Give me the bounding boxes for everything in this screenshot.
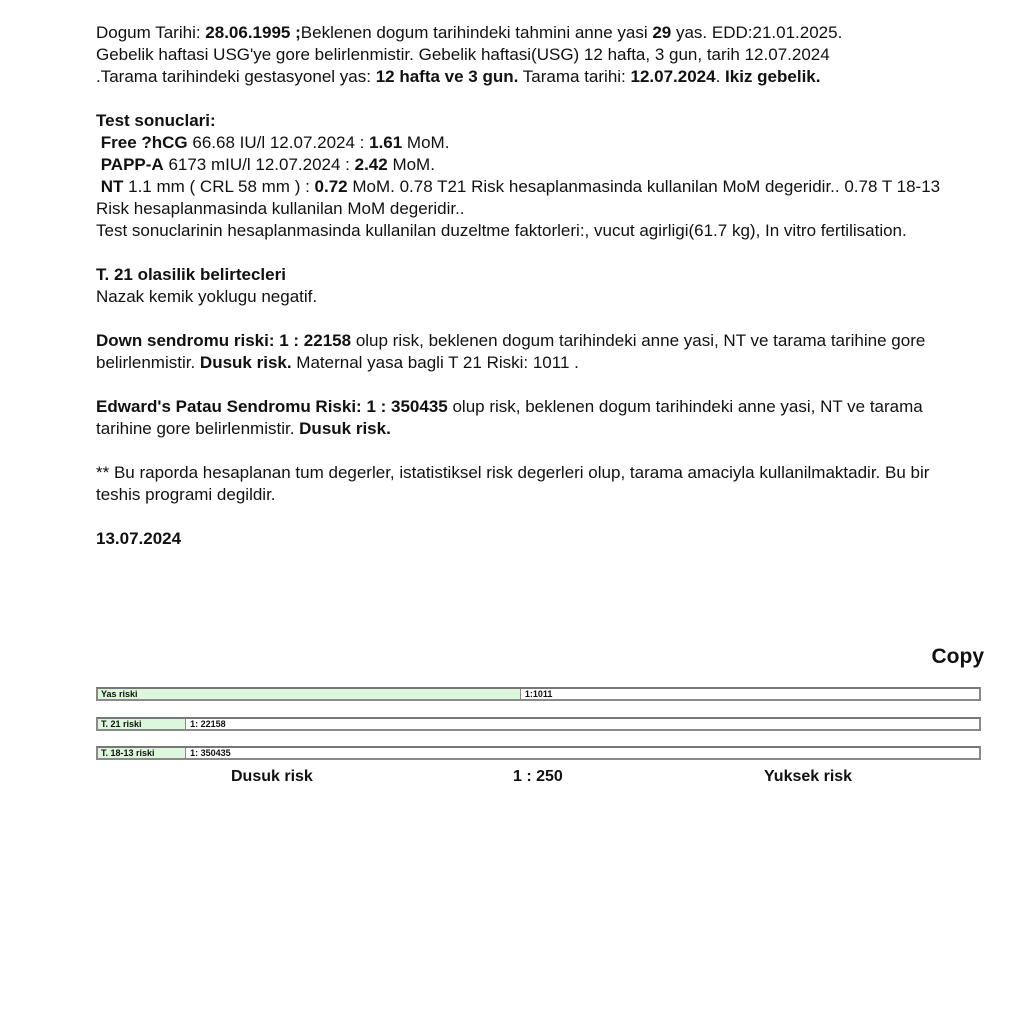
text: 6173 mIU/l 12.07.2024 : — [163, 155, 355, 174]
tests-section — [96, 110, 976, 242]
text: olup risk, beklenen dogum tarihindeki anne yasi, NT ve tarama tarihine gore belirlenmistir. — [96, 397, 923, 438]
hcg-name: Free ?hCG — [100, 133, 188, 152]
risk-bar-value: 1: 22158 — [190, 719, 226, 729]
text: . — [715, 67, 726, 86]
risk-bar-label: Yas riski — [98, 689, 521, 699]
text: .Tarama tarihindeki gestasyonel yas: — [96, 67, 376, 86]
text: Tarama tarihi: — [518, 67, 631, 86]
maternal-age: 29 — [652, 23, 672, 42]
papp-mom: 2.42 — [354, 155, 388, 174]
risk-bar-t1813 — [96, 746, 981, 760]
gestational-age: 12 hafta ve 3 gun. — [375, 67, 519, 86]
correction-factors: Test sonuclarinin hesaplanmasinda kullanilan duzeltme faktorleri:, vucut agirligi(61.7 kg), In vitro fertilisation. — [96, 221, 907, 240]
down-risk: Down sendromu riski: 1 : 22158 — [96, 331, 352, 350]
risk-bar-age — [96, 687, 981, 701]
risk-bar-label: T. 21 riski — [98, 719, 186, 729]
nt-name: NT — [100, 177, 124, 196]
section-title: T. 21 olasilik belirtecleri — [96, 265, 286, 284]
text: ; — [290, 23, 301, 42]
text: 1.1 mm ( CRL 58 mm ) : — [123, 177, 315, 196]
edward-risk: Edward's Patau Sendromu Riski: 1 : 350435 — [96, 397, 448, 416]
birth-date: 28.06.1995 — [205, 23, 291, 42]
markers-section — [96, 264, 976, 308]
text: Maternal yasa bagli T 21 Riski: 1011 . — [291, 353, 579, 372]
scale-low: Dusuk risk — [231, 768, 313, 785]
text: olup risk, beklenen dogum tarihindeki anne yasi, NT ve tarama tarihine gore belirlenmistir. — [96, 331, 926, 372]
down-result: Dusuk risk. — [199, 353, 292, 372]
text: Dogum Tarihi: — [96, 23, 206, 42]
intro-paragraph — [96, 22, 976, 88]
text: MoM. 0.78 T21 Risk hesaplanmasinda kullanilan MoM degeridir.. 0.78 T 18-13 Risk hesaplanmasinda kullanilan MoM degeridir.. — [96, 177, 941, 218]
text: 66.68 IU/l 12.07.2024 : — [187, 133, 370, 152]
copy-label: Copy — [931, 645, 984, 668]
edward-result: Dusuk risk. — [299, 419, 391, 438]
text: Gebelik haftasi USG'ye gore belirlenmistir. Gebelik haftasi(USG) 12 hafta, 3 gun, tarih 12.07.2024 — [96, 45, 830, 64]
text: Beklenen dogum tarihindeki tahmini anne yasi — [300, 23, 653, 42]
papp-name: PAPP-A — [100, 155, 164, 174]
text: MoM. — [387, 155, 435, 174]
scale-high: Yuksek risk — [764, 768, 853, 785]
risk-bar-t21 — [96, 717, 981, 731]
twin-pregnancy: Ikiz gebelik. — [725, 67, 821, 86]
nasal-bone: Nazak kemik yoklugu negatif. — [96, 287, 318, 306]
text: MoM. — [402, 133, 450, 152]
risk-bar-value: 1: 350435 — [190, 748, 231, 758]
report-date: 13.07.2024 — [96, 529, 182, 548]
down-risk-paragraph — [96, 330, 976, 374]
risk-bar-value: 1:1011 — [524, 689, 553, 699]
text: yas. EDD:21.01.2025. — [671, 23, 843, 42]
scale-mid: 1 : 250 — [513, 768, 563, 785]
risk-bar-label: T. 18-13 riski — [98, 748, 186, 758]
edward-risk-paragraph — [96, 396, 976, 440]
disclaimer-note: ** Bu raporda hesaplanan tum degerler, istatistiksel risk degerleri olup, tarama amaciyla kullanilmaktadir. Bu bir teshis programi degildir. — [96, 463, 930, 504]
nt-mom: 0.72 — [314, 177, 348, 196]
hcg-mom: 1.61 — [369, 133, 403, 152]
section-title: Test sonuclari: — [96, 111, 216, 130]
scan-date: 12.07.2024 — [630, 67, 716, 86]
report-body — [96, 22, 976, 550]
